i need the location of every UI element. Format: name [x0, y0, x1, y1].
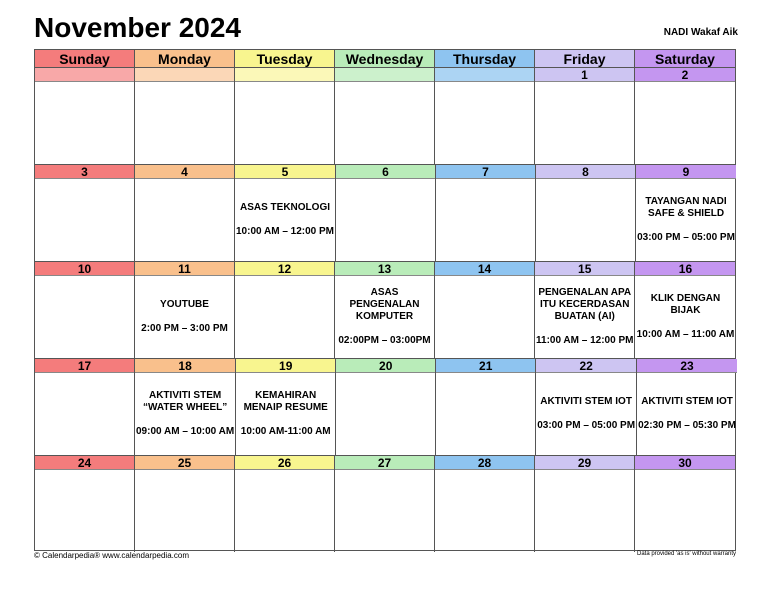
- week-row: [35, 359, 735, 456]
- day-number: [135, 68, 234, 82]
- day-number: 3: [35, 165, 134, 179]
- event-time: 10:00 AM – 12:00 PM: [236, 226, 335, 237]
- day-cell[interactable]: [436, 165, 536, 261]
- day-body: [335, 82, 434, 164]
- day-cell[interactable]: [35, 359, 135, 455]
- event-title: AKTIVITI STEM IOT: [540, 396, 632, 407]
- weekday-tuesday: Tuesday: [235, 50, 335, 67]
- day-body: [435, 470, 534, 552]
- event-title: PENGENALAN APA ITU KECERDASAN BUATAN (AI): [538, 287, 632, 322]
- day-body: [235, 470, 334, 552]
- day-cell[interactable]: [135, 359, 236, 455]
- event-title: AKTIVITI STEM IOT: [641, 396, 733, 407]
- day-cell[interactable]: [135, 262, 235, 358]
- day-number: 7: [436, 165, 535, 179]
- day-number: 14: [435, 262, 534, 276]
- day-number: 12: [235, 262, 334, 276]
- day-cell[interactable]: [335, 456, 435, 552]
- day-number: 13: [335, 262, 434, 276]
- weeks-container: [35, 68, 735, 552]
- event-time: 10:00 AM – 11:00 AM: [636, 329, 735, 340]
- weekday-sunday: Sunday: [35, 50, 135, 67]
- week-row: [35, 456, 735, 552]
- day-body: [236, 373, 335, 455]
- day-body: [235, 82, 334, 164]
- week-row: [35, 165, 735, 262]
- day-body: [435, 82, 534, 164]
- day-body: [535, 82, 634, 164]
- day-cell[interactable]: [635, 68, 735, 164]
- page-title: November 2024: [34, 12, 242, 43]
- event-title: ASAS PENGENALAN KOMPUTER: [349, 287, 420, 322]
- day-cell[interactable]: [435, 68, 535, 164]
- day-number: 24: [35, 456, 134, 470]
- event-title: KEMAHIRAN MENAIP RESUME: [243, 390, 328, 413]
- day-number: 16: [635, 262, 735, 276]
- event-title: ASAS TEKNOLOGI: [240, 202, 331, 213]
- day-cell[interactable]: [635, 262, 735, 358]
- day-cell[interactable]: [35, 456, 135, 552]
- day-cell[interactable]: [535, 456, 635, 552]
- day-number: 5: [235, 165, 335, 179]
- day-body: [135, 470, 234, 552]
- day-number: 27: [335, 456, 434, 470]
- day-body: [635, 470, 735, 552]
- day-body: [135, 276, 234, 358]
- day-cell[interactable]: [436, 359, 536, 455]
- day-body: [35, 179, 134, 261]
- weekday-friday: Friday: [535, 50, 635, 67]
- weekday-wednesday: Wednesday: [335, 50, 435, 67]
- day-number: 10: [35, 262, 134, 276]
- day-body: [436, 179, 535, 261]
- day-cell[interactable]: [135, 456, 235, 552]
- day-body: [635, 276, 735, 358]
- event-time: 10:00 AM-11:00 AM: [240, 426, 331, 437]
- day-body: [535, 470, 634, 552]
- day-number: 26: [235, 456, 334, 470]
- day-number: 11: [135, 262, 234, 276]
- day-number: 18: [135, 359, 235, 373]
- week-row: [35, 262, 735, 359]
- day-body: [235, 179, 335, 261]
- day-body: [35, 276, 134, 358]
- event-time: 2:00 PM – 3:00 PM: [141, 323, 228, 334]
- weekday-header-row: [35, 50, 735, 68]
- day-body: [35, 470, 134, 552]
- weekday-saturday: Saturday: [635, 50, 735, 67]
- event-title: TAYANGAN NADI SAFE & SHIELD: [645, 196, 727, 219]
- day-number: 15: [535, 262, 634, 276]
- day-body: [335, 470, 434, 552]
- day-cell[interactable]: [335, 68, 435, 164]
- day-cell[interactable]: [135, 68, 235, 164]
- day-body: [336, 179, 435, 261]
- event-title: YOUTUBE: [160, 299, 209, 310]
- day-number: 21: [436, 359, 535, 373]
- day-body: [235, 276, 334, 358]
- day-body: [35, 373, 134, 455]
- event-time: 11:00 AM – 12:00 PM: [536, 335, 634, 346]
- day-number: 4: [135, 165, 234, 179]
- day-cell[interactable]: [35, 165, 135, 261]
- weekday-thursday: Thursday: [435, 50, 535, 67]
- day-number: 17: [35, 359, 134, 373]
- calendar-grid: [34, 49, 736, 551]
- event-title: AKTIVITI STEM “WATER WHEEL”: [142, 390, 228, 413]
- day-number: [335, 68, 434, 82]
- day-cell[interactable]: [35, 68, 135, 164]
- day-cell[interactable]: [637, 359, 737, 455]
- day-number: 30: [635, 456, 735, 470]
- day-cell[interactable]: [235, 68, 335, 164]
- day-number: 20: [336, 359, 435, 373]
- day-cell[interactable]: [35, 262, 135, 358]
- day-body: [35, 82, 134, 164]
- day-cell[interactable]: [635, 456, 735, 552]
- day-cell[interactable]: [235, 456, 335, 552]
- day-body: [435, 276, 534, 358]
- day-number: 19: [236, 359, 335, 373]
- day-number: 25: [135, 456, 234, 470]
- day-cell[interactable]: [535, 262, 635, 358]
- day-number: 9: [636, 165, 736, 179]
- day-cell[interactable]: [235, 165, 336, 261]
- day-body: [135, 82, 234, 164]
- day-number: 29: [535, 456, 634, 470]
- day-number: [235, 68, 334, 82]
- day-body: [635, 82, 735, 164]
- day-cell[interactable]: [336, 165, 436, 261]
- day-number: [35, 68, 134, 82]
- day-cell[interactable]: [636, 165, 736, 261]
- day-number: 1: [535, 68, 634, 82]
- event-time: 03:00 PM – 05:00 PM: [537, 420, 636, 431]
- day-cell[interactable]: [335, 262, 435, 358]
- event-time: 09:00 AM – 10:00 AM: [136, 426, 235, 437]
- day-cell[interactable]: [336, 359, 436, 455]
- week-row: [35, 68, 735, 165]
- day-body: [135, 373, 235, 455]
- day-body: [135, 179, 234, 261]
- day-number: 2: [635, 68, 735, 82]
- day-cell[interactable]: [435, 262, 535, 358]
- day-cell[interactable]: [435, 456, 535, 552]
- day-body: [637, 373, 737, 455]
- day-number: 23: [637, 359, 737, 373]
- footer-disclaimer: Data provided 'as is' without warranty: [636, 551, 736, 557]
- event-title: KLIK DENGAN BIJAK: [650, 293, 721, 316]
- day-body: [536, 179, 635, 261]
- day-cell[interactable]: [135, 165, 235, 261]
- weekday-monday: Monday: [135, 50, 235, 67]
- day-body: [336, 373, 435, 455]
- day-body: [335, 276, 434, 358]
- footer-credit: © Calendarpedia® www.calendarpedia.com: [34, 551, 189, 560]
- day-body: [436, 373, 535, 455]
- organization-name: NADI Wakaf Aik: [663, 27, 738, 38]
- day-cell[interactable]: [235, 262, 335, 358]
- event-time: 02:00PM – 03:00PM: [338, 335, 431, 346]
- day-number: 28: [435, 456, 534, 470]
- day-number: [435, 68, 534, 82]
- day-cell[interactable]: [535, 68, 635, 164]
- day-number: 6: [336, 165, 435, 179]
- day-body: [535, 276, 634, 358]
- day-body: [636, 179, 736, 261]
- day-number: 8: [536, 165, 635, 179]
- day-cell[interactable]: [236, 359, 336, 455]
- day-cell[interactable]: [536, 165, 636, 261]
- event-time: 02:30 PM – 05:30 PM: [638, 420, 736, 431]
- day-body: [536, 373, 636, 455]
- day-cell[interactable]: [536, 359, 637, 455]
- event-time: 03:00 PM – 05:00 PM: [637, 232, 735, 243]
- day-number: 22: [536, 359, 636, 373]
